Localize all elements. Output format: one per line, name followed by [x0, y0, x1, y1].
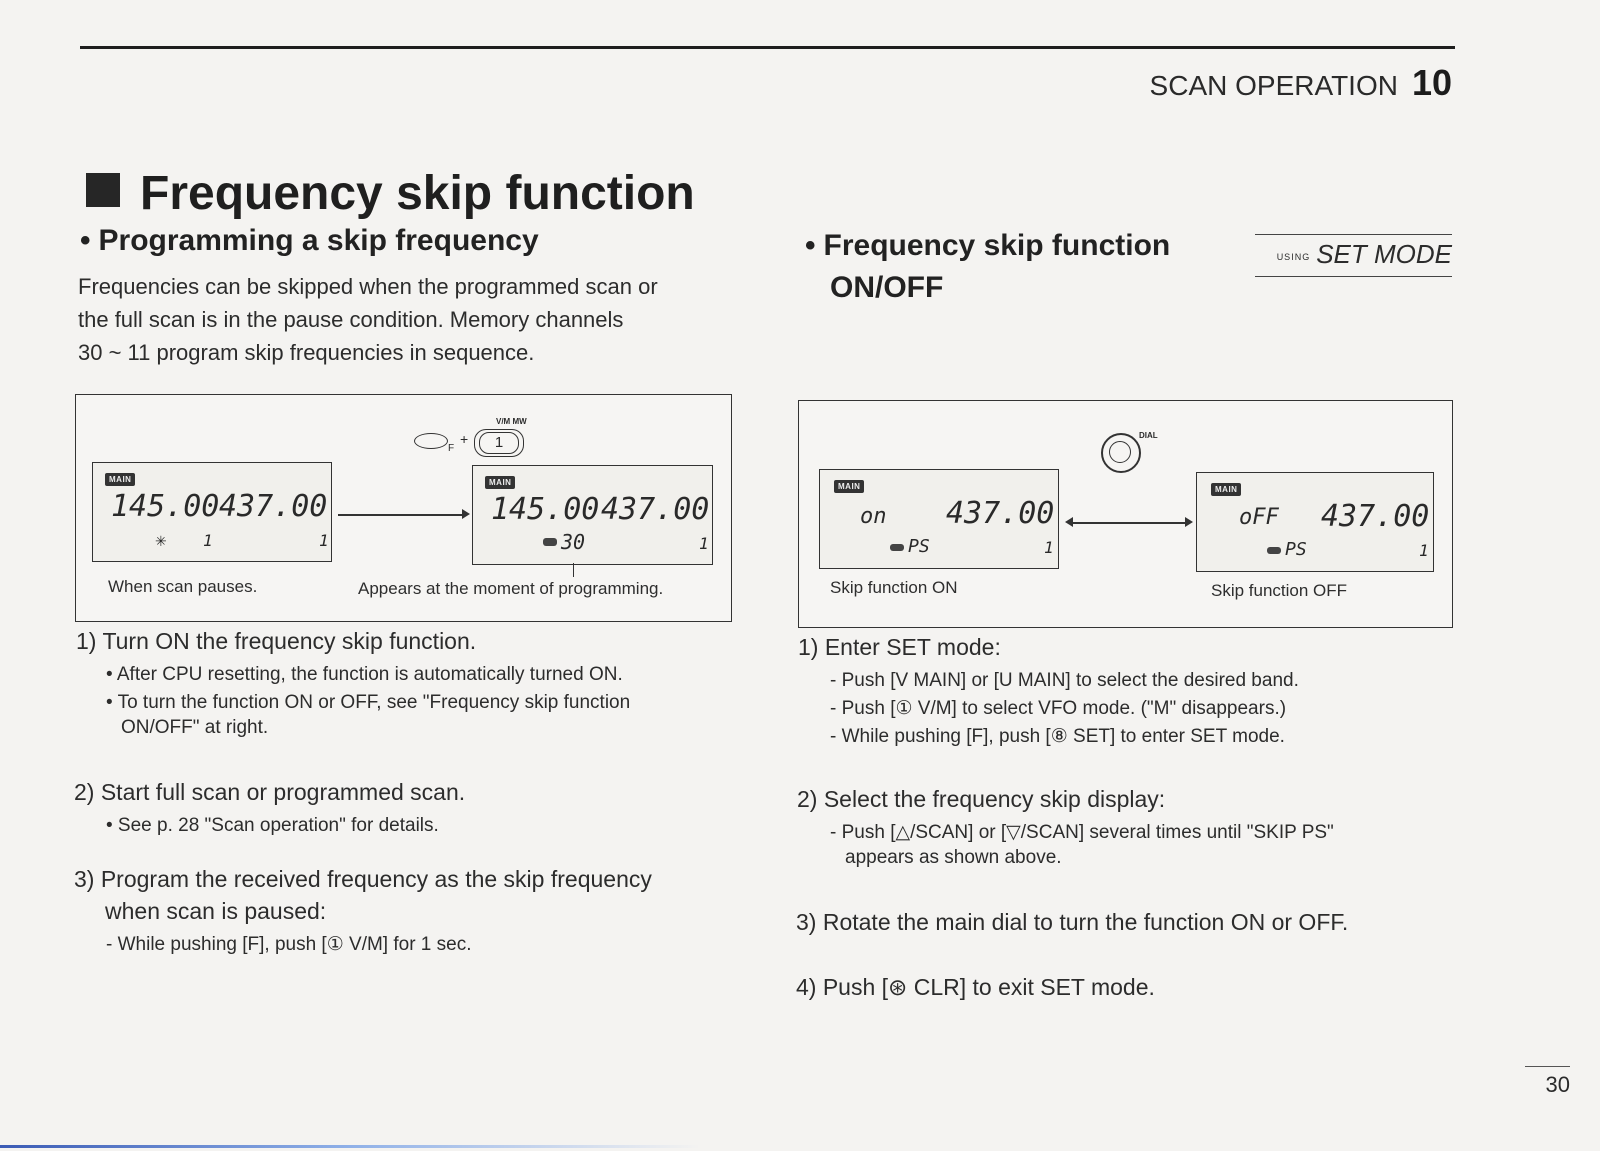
lcd-on-text: on — [860, 504, 887, 529]
lcd-skip-on — [819, 469, 1059, 569]
caption-scan-pauses: When scan pauses. — [108, 577, 258, 596]
f-key-icon — [414, 433, 448, 449]
intro-paragraph: Frequencies can be skipped when the programmed scan or the full scan is in the pause condition. Memory channels 30 ~ 11 program skip frequencies in sequence. — [78, 274, 658, 365]
skip-indicator-icon — [1267, 547, 1281, 554]
lcd-right-freq: 437.00 — [219, 489, 328, 524]
lcd-left-freq: 145.00 — [111, 489, 220, 524]
vm-key-number: 1 — [479, 432, 519, 454]
left-step-1-bullet: • To turn the function ON or OFF, see "Frequency skip function — [106, 692, 631, 713]
right-step-1: 1) Enter SET mode: — [798, 634, 1001, 660]
arrow-right-icon — [1185, 517, 1193, 527]
lcd-ps: PS — [1285, 539, 1307, 560]
right-step-1-bullet: - While pushing [F], push [⑧ SET] to enter SET mode. — [830, 726, 1285, 747]
right-step-2: 2) Select the frequency skip display: — [797, 786, 1166, 812]
skip-indicator-icon — [890, 544, 904, 551]
main-badge: MAIN — [834, 480, 864, 493]
key-combo — [414, 417, 554, 467]
page-number-rule — [1525, 1066, 1570, 1067]
dial-label: DIAL — [1139, 431, 1158, 440]
caption-skip-on: Skip function ON — [830, 578, 958, 597]
section-header — [1150, 62, 1452, 104]
right-step-1-bullet: - Push [V MAIN] or [U MAIN] to select the desired band. — [830, 670, 1299, 691]
lcd-scan-paused — [92, 462, 332, 562]
section-name: SCAN OPERATION — [1149, 70, 1398, 101]
lcd-right-freq: 437.00 — [946, 496, 1055, 531]
right-step-1-bullet: - Push [① V/M] to select VFO mode. ("M" disappears.) — [830, 698, 1287, 719]
left-step-1: 1) Turn ON the frequency skip function. — [76, 628, 477, 654]
lcd-sub-right: 1 — [699, 534, 709, 553]
top-rule — [80, 46, 1455, 49]
right-subtitle: • Frequency skip function — [805, 229, 1171, 262]
dial-icon — [1101, 433, 1141, 473]
right-step-4: 4) Push [⊛ CLR] to exit SET mode. — [796, 974, 1155, 1000]
lcd-channel: 30 — [561, 530, 586, 554]
arrow-left-icon — [1065, 517, 1073, 527]
double-arrow-line — [1069, 522, 1189, 524]
lcd-right-freq: 437.00 — [1321, 499, 1430, 534]
right-subtitle-line2: ON/OFF — [830, 271, 944, 304]
set-mode-label: SET MODE — [1316, 239, 1452, 269]
arrow-line — [338, 514, 466, 516]
left-figure-box — [75, 394, 732, 622]
lcd-skip-off — [1196, 472, 1434, 572]
left-step-3: 3) Program the received frequency as the skip frequency — [74, 866, 652, 892]
left-step-3-cont: when scan is paused: — [105, 898, 327, 924]
left-subtitle: • Programming a skip frequency — [80, 224, 539, 257]
skip-blink-icon: ✳ — [155, 533, 167, 549]
chapter-number: 10 — [1411, 62, 1452, 103]
main-badge: MAIN — [1211, 483, 1241, 496]
lcd-left-freq: 145.00 — [491, 492, 600, 527]
left-step-2: 2) Start full scan or programmed scan. — [74, 779, 466, 805]
left-step-1-bullet: • After CPU resetting, the function is automatically turned ON. — [106, 664, 623, 685]
title-square-icon — [86, 173, 120, 207]
lcd-off-text: oFF — [1239, 505, 1279, 530]
vm-key-icon — [474, 429, 524, 457]
bottom-edge — [0, 1145, 700, 1148]
right-step-3: 3) Rotate the main dial to turn the function ON or OFF. — [796, 909, 1349, 935]
left-step-3-bullet: - While pushing [F], push [① V/M] for 1 sec. — [106, 934, 472, 955]
right-step-2-bullet: appears as shown above. — [845, 847, 1062, 868]
skip-indicator-icon — [543, 538, 557, 546]
key-label: V/M MW — [496, 417, 527, 426]
set-mode-tag — [1255, 234, 1452, 277]
lcd-right-freq: 437.00 — [601, 492, 710, 527]
lcd-sub-right: 1 — [1419, 541, 1429, 560]
lcd-programming — [472, 465, 713, 565]
pointer-line — [573, 563, 574, 577]
right-figure-box — [798, 400, 1453, 628]
caption-programming: Appears at the moment of programming. — [358, 579, 664, 598]
lcd-sub-right: 1 — [1044, 538, 1054, 557]
main-badge: MAIN — [485, 476, 515, 489]
main-badge: MAIN — [105, 473, 135, 486]
using-label: USING — [1276, 252, 1311, 262]
f-key-label: F — [448, 443, 455, 454]
left-step-2-bullet: • See p. 28 "Scan operation" for details. — [106, 815, 439, 836]
lcd-sub-right: 1 — [319, 531, 329, 550]
lcd-sub-left: 1 — [203, 531, 213, 550]
lcd-ps: PS — [908, 536, 930, 557]
plus-sign: + — [460, 431, 469, 447]
right-step-2-bullet: - Push [△/SCAN] or [▽/SCAN] several times until "SKIP PS" — [830, 822, 1334, 843]
page-number: 30 — [1545, 1072, 1570, 1097]
caption-skip-off: Skip function OFF — [1211, 581, 1348, 600]
arrow-head-icon — [462, 509, 470, 519]
page-title — [86, 166, 695, 221]
page-title-text: Frequency skip function — [140, 167, 695, 220]
left-step-1-bullet: ON/OFF" at right. — [121, 717, 269, 738]
